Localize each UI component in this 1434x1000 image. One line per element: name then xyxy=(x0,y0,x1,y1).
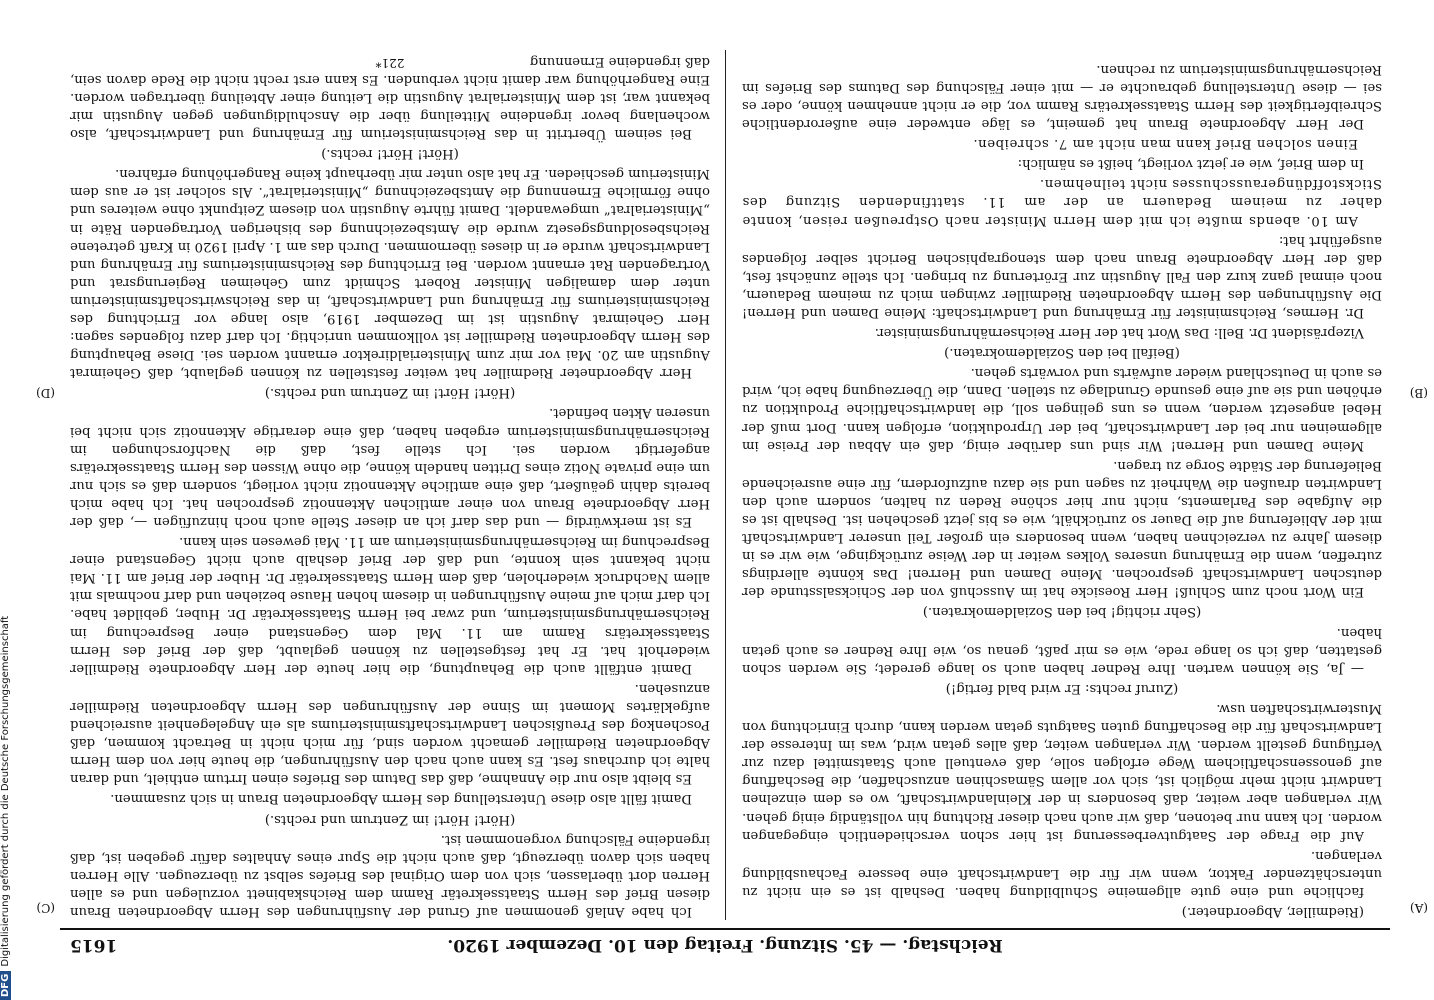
paragraph: — Ja, Sie können warten. Ihre Redner haben auch so lange geredet; Sie werden schon gestatten, daß ich so lange rede, wie es mir paßt, genau so, wie Ihre Redner es auch getan haben. xyxy=(742,624,1382,676)
paragraph: Vizepräsident Dr. Bell: Das Wort hat der Herr Reichsernährungsminister. xyxy=(874,325,1364,341)
paragraph: Bei seinem Übertritt in das Reichsministerium für Ernährung und Landwirtschaft, also wochenlang bevor irgendeine Mitteilung über die Anschuldigungen gegen Augustin mir bekannt war, ist dem Ministerialrat Augustin die Leitung einer Abteilung übertragen worden. Eine Rangerhöhung war damit nicht verbunden. Es kann erst recht nicht die Rede davon sein, daß irgendeine Ernennung xyxy=(70,53,710,142)
paragraph: Es ist merkwürdig — und das darf ich an dieser Stelle auch noch hinzufügen —, daß der Herr Abgeordnete Braun von einer amtlichen Aktennotiz gesprochen hat. Ich habe mich bereits dahin geäußert, daß eine amtliche Aktennotiz nicht vorliegt, sondern daß es sich nur um eine private Notiz eines Dritten handeln könne, die ohne Wissen des Herrn Staatssekretärs angefertigt worden sei. Ich stelle fest, daß die Nachforschungen im Reichsernährungsministerium ergeben haben, daß eine derartige Aktennotiz sich nicht bei unseren Akten befindet. xyxy=(70,405,710,530)
column-left xyxy=(742,58,1382,920)
paragraph: (Riedmiller, Abgeordneter.) xyxy=(1181,904,1364,919)
paragraph: Herr Abgeordneter Riedmiller hat weiter feststellen zu können geglaubt, daß Geheimrat Augustin am 20. Mai vor mir zum Ministerialdirektor ernannt worden sei. Diese Behauptung des Herrn Abgeordneten Riedmiller ist vollkommen unrichtig. Ich darf dazu folgendes sagen: Herr Geheimrat Augustin ist im Dezember 1919, also lange vor Errichtung des Reichsministeriums für Ernährung und Landwirtschaft, in das Reichswirtschaftsministerium unter dem damaligen Minister Robert Schmidt zum Geheimen Regierungsrat und Vortragenden Rat ernannt worden. Bei Errichtung des Reichsministeriums für Ernährung und Landwirtschaft wurde er in dieses übernommen. Durch das am 1. April 1920 in Kraft getretene Reichsbesoldungsgesetz wurde die Amtsbezeichnung des bisherigen Vortragenden Räte in „Ministerialrat“ umgewandelt. Damit führte Augustin von diesem Zeitpunkt ohne weiteres und ohne förmliche Ernennung die Amtsbezeichnung „Ministerialrat“. Als solcher ist er aus dem Ministerium geschieden. Er hat also unter mir überhaupt keine Rangerhöhung erfahren. xyxy=(70,166,710,381)
interjection: (Hört! Hört! im Zentrum und rechts.) xyxy=(264,811,516,827)
page-header xyxy=(60,928,1390,960)
quote: Einen solchen Brief kann man nicht am 7. schreiben. xyxy=(972,136,1358,152)
paragraph: Damit entfällt auch die Behauptung, die hier heute der Herr Abgeordnete Riedmiller wiederholt hat. Er hat festgestellen zu können geglaubt, daß der Brief des Herrn Staatssekretärs Ramm am 11. Mal dem Gegenstand einer Besprechung im Reichsernährungsministerium, und zwar bei Herrn Staatssekretär Dr. Huber, gebildet habe. Ich darf mich auf meine Ausführungen in diesem hohen Hause beziehen und darf nochmals mit allem Nachdruck wiederholen, daß dem Herrn Staatssekretär Dr. Huber der Brief am 11. Mai nicht bekannt sein konnte, und daß der Brief deshalb auch nicht Gegenstand einer Besprechung im Reichsernährungsministerium am 11. Mai gewesen sein kann. xyxy=(70,534,710,676)
header-title: Reichstag. — 45. Sitzung. Freitag den 10. Dezember 1920. xyxy=(447,935,1003,955)
interjection: (Zuruf rechts: Er wird bald fertig!) xyxy=(945,680,1179,696)
page-signature: 221* xyxy=(375,56,405,70)
margin-c: (C) xyxy=(36,901,55,915)
paragraph: fachliche und eine gute allgemeine Schulbildung haben. Deshalb ist es ein nicht zu unterschätzender Faktor, wenn wir für die Landwirtschaft eine bessere Fachausbildung verlangen. xyxy=(742,847,1382,899)
paragraph: Damit fällt also diese Unterstellung des Herrn Abgeordneten Braun in sich zusammen. xyxy=(110,791,692,807)
paragraph: Auf die Frage der Saatgutverbesserung ist hier schon verschiedentlich eingegangen worden. Ich kann nur betonen, daß wir auch nach dieser Richtung hin vollständig einig gehen. Wir verlangen aber weiter, daß besonders in der Kleinlandwirtschaft, wo es dem einzelnen Landwirt nicht mehr möglich ist, sich vor allem Sämaschinen anzuschaffen, die Beschaffung auf genossenschaftlichem Wege erfolgen solle, daß eventuell auch Staatsmittel dazu zur Verfügung gestellt werden. Wir verlangen weiter, daß alles getan wird, was im Interesse der Landwirtschaft für die Beschaffung guten Saatguts getan werden kann, durch Einrichtung von Musterwirtschaften usw. xyxy=(742,700,1382,843)
paragraph: Ein Wort noch zum Schluß! Herr Roesicke hat im Ausschuß von der Schicksalsstunde der deutschen Landwirtschaft gesprochen. Meine Damen und Herren! Das könnte allerdings zutreffen, wenn die Ernährung unseres Volkes weiter in der Weise zurückginge, wie wir es in diesem Jahre zu verzeichnen haben, wenn besonders ein großer Teil unserer Landwirtschaft mit der Ablieferung auf die Dauer so zurückhält, wie es bis jetzt geschehen ist. Deshalb ist es die Aufgabe des Parlaments, nicht nur hier schöne Reden zu halten, sondern auch den Landwirten draußen die Wahrheit zu sagen und sie dazu aufzufordern, für eine ausreichende Belieferung der Städte Sorge zu tragen. xyxy=(742,457,1382,600)
quote: Am 10. abends mußte ich mit dem Herrn Minister nach Ostpreußen reisen, konnte daher zu meinem Bedauern an der am 11. stattfindenden Sitzung des Stickstoffdüngerausschusses nicht teilnehmen. xyxy=(742,176,1382,228)
column-right xyxy=(70,50,710,920)
credit-text: Digitalisierung gefördert durch die Deutsche Forschungsgemeinschaft xyxy=(0,615,11,967)
margin-d: (D) xyxy=(36,386,55,400)
dfg-logo: DFG xyxy=(0,971,11,1000)
interjection: (Hört! Hört! im Zentrum und rechts.) xyxy=(264,385,516,401)
paragraph: Es bleibt also nur die Annahme, daß das Datum des Briefes einen Irrtum enthielt, und daran halte ich durchaus fest. Es kann auch nach den Ausführungen, die heute hier von dem Herrn Abgeordneten Riedmiller gemacht worden sind, für mich nicht in Betracht kommen, daß Poschenkog des Preußischen Landwirtschaftsministeriums als ein Angelegenheit ausreichend aufgeklärtes Moment im Sinne der Ausführungen des Herrn Abgeordneten Riedmiller anzusehen. xyxy=(70,680,710,787)
paragraph: Der Herr Abgeordnete Braun hat gemeint, es läge entweder eine außerordentliche Schreibfertigkeit des Herrn Staatssekretärs Ramm vor, die er nicht annehmen könne, oder es sei — diese Unterstellung gebrauchte er — mit einer Fälschung des Datums des Briefes im Reichsernährungsministerium zu rechnen. xyxy=(742,61,1382,132)
interjection: (Hört! Hört! rechts.) xyxy=(321,146,459,162)
digitization-credit xyxy=(0,0,16,1000)
page-number: 1615 xyxy=(70,935,118,955)
margin-b: (B) xyxy=(1409,386,1428,400)
paragraph: Dr. Hermes, Reichsminister für Ernährung und Landwirtschaft: Meine Damen und Herren! Die Ausführungen des Herrn Abgeordneten Riedmiller zwingen mich zu meinem Bedauern, noch einmal ganz kurz den Fall Augustin zur Erörterung zu bringen. Ich stelle zunächst fest, daß der Herr Abgeordnete Braun nach dem stenographischen Bericht selber folgendes ausgeführt hat: xyxy=(742,232,1382,320)
interjection: (Beifall bei den Sozialdemokraten.) xyxy=(944,345,1180,361)
interjection: (Sehr richtig! bei den Sozialdemokraten.) xyxy=(922,604,1202,620)
column-divider xyxy=(725,50,726,920)
paragraph: Ich habe Anlaß genommen auf Grund der Ausführungen des Herrn Abgeordneten Braun diesen Brief des Herrn Staatssekretär Ramm dem Reichskabinett vorzulegen und es allen Herren dort überlassen, sich von dem Original des Briefes selbst zu überzeugen. Alle Herren haben sich davon überzeugt, daß auch nicht die Spur eines Anhaltes dafür gegeben ist, daß irgendeine Fälschung vorgenommen ist. xyxy=(70,831,710,919)
paragraph: Meine Damen und Herren! Wir sind uns darüber einig, daß ein Abbau der Preise im allgemeinen nur bei der Landwirtschaft, bei der Urproduktion, erfolgen kann. Dort muß der Hebel angesetzt werden, wenn es uns gelingen soll, die landwirtschaftliche Produktion zu erhöhen und sie auf eine gesunde Grundlage zu stellen. Dann, die Überzeugung habe ich, wird es auch in Deutschland wieder aufwärts und vorwärts gehen. xyxy=(742,365,1382,453)
paragraph: In dem Brief, wie er jetzt vorliegt, heißt es nämlich: xyxy=(1017,156,1364,172)
rotated-sheet xyxy=(36,40,1428,960)
margin-a: (A) xyxy=(1409,901,1428,915)
